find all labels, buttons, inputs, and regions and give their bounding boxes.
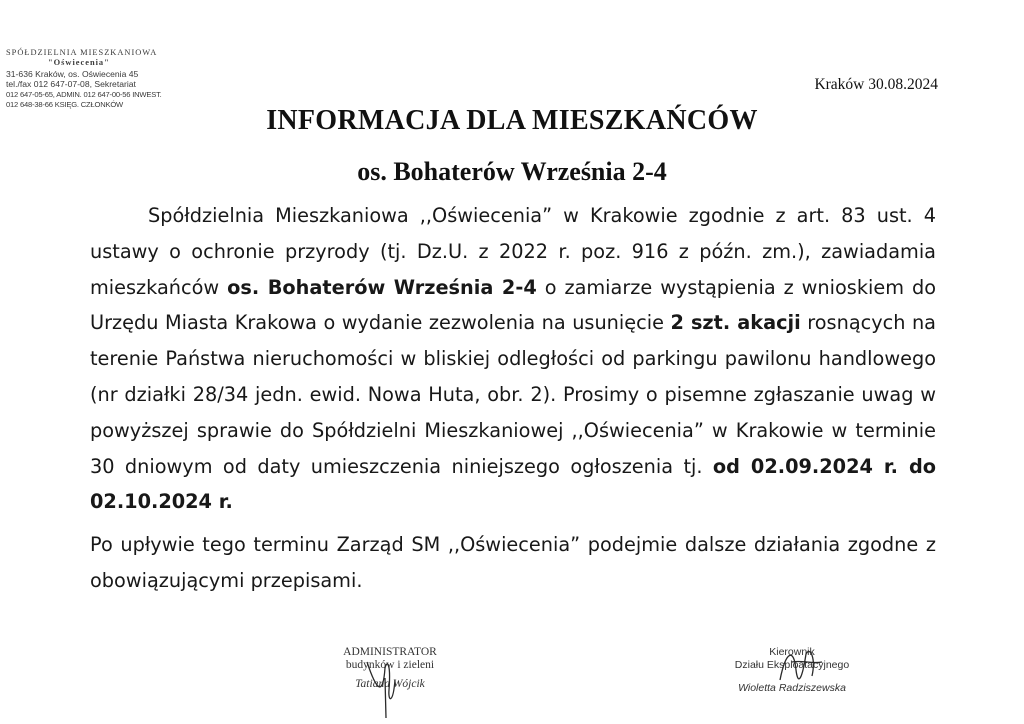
document-body [90, 198, 936, 599]
signature-manager-title: Kierownik [769, 646, 815, 658]
document-date: Kraków 30.08.2024 [814, 76, 938, 93]
body-tree-count: 2 szt. akacji [670, 311, 801, 335]
body-paragraph-1 [90, 198, 936, 520]
signature-manager-role: Działu Eksploatacyjnego [734, 659, 850, 671]
body-text-3: rosnących na terenie Państwa nieruchomości w bliskiej odległości od parkingu pawilonu handlowego (nr działki 28/34 jedn. ewid. Nowa Huta, obr. 2). Prosimy o pisemne zgłaszanie uwag w powyższej sprawie do Spółdzielni Mieszkaniowej ,,Oświecenia” w Krakowie w terminie 30 dniowym od daty umieszczenia niniejszego ogłoszenia tj. [90, 311, 937, 478]
signature-manager-name: Wioletta Radziszewska [738, 682, 846, 694]
document-subtitle: os. Bohaterów Września 2-4 [357, 157, 667, 186]
stamp-line-5: 012 647-05-65, ADMIN. 012 647-00-56 INWEST. [6, 89, 162, 99]
handwritten-signature-right-icon [772, 640, 832, 700]
body-paragraph-2: Po upływie tego terminu Zarząd SM ,,Oświecenia” podejmie dalsze działania zgodne z obowiązującymi przepisami. [90, 533, 936, 592]
body-estate-name: os. Bohaterów Września 2-4 [227, 275, 537, 299]
stamp-line-4: tel./fax 012 647-07-08, Sekretariat [6, 79, 136, 90]
cooperative-stamp [6, 48, 176, 110]
signature-administrator-title: ADMINISTRATOR [343, 646, 437, 658]
body-text-2: o zamiarze wystąpienia z wnioskiem do Urzędu Miasta Krakowa o wydanie zezwolenia na usunięcie [90, 275, 937, 335]
stamp-line-2: "Oświecenia" [48, 58, 110, 68]
body-deadline: od 02.09.2024 r. do 02.10.2024 r. [90, 454, 936, 514]
stamp-line-1: SPÓŁDZIELNIA MIESZKANIOWA [6, 48, 158, 57]
document-title: INFORMACJA DLA MIESZKAŃCÓW [266, 105, 758, 136]
stamp-line-6: 012 648-38-66 KSIĘG. CZŁONKÓW [6, 100, 124, 110]
handwritten-signature-left-icon [355, 650, 425, 720]
signature-administrator-role: budynków i zieleni [345, 658, 435, 671]
body-text-1: Spółdzielnia Mieszkaniowa ,,Oświecenia” w Krakowie zgodnie z art. 83 ust. 4 ustawy o ochronie przyrody (tj. Dz.U. z 2022 r. poz. 916 z późn. zm.), zawiadamia mieszkańców [90, 204, 936, 299]
signature-administrator-name: Tatiana Wójcik [355, 678, 425, 690]
stamp-line-3: 31-636 Kraków, os. Oświecenia 45 [6, 68, 139, 79]
